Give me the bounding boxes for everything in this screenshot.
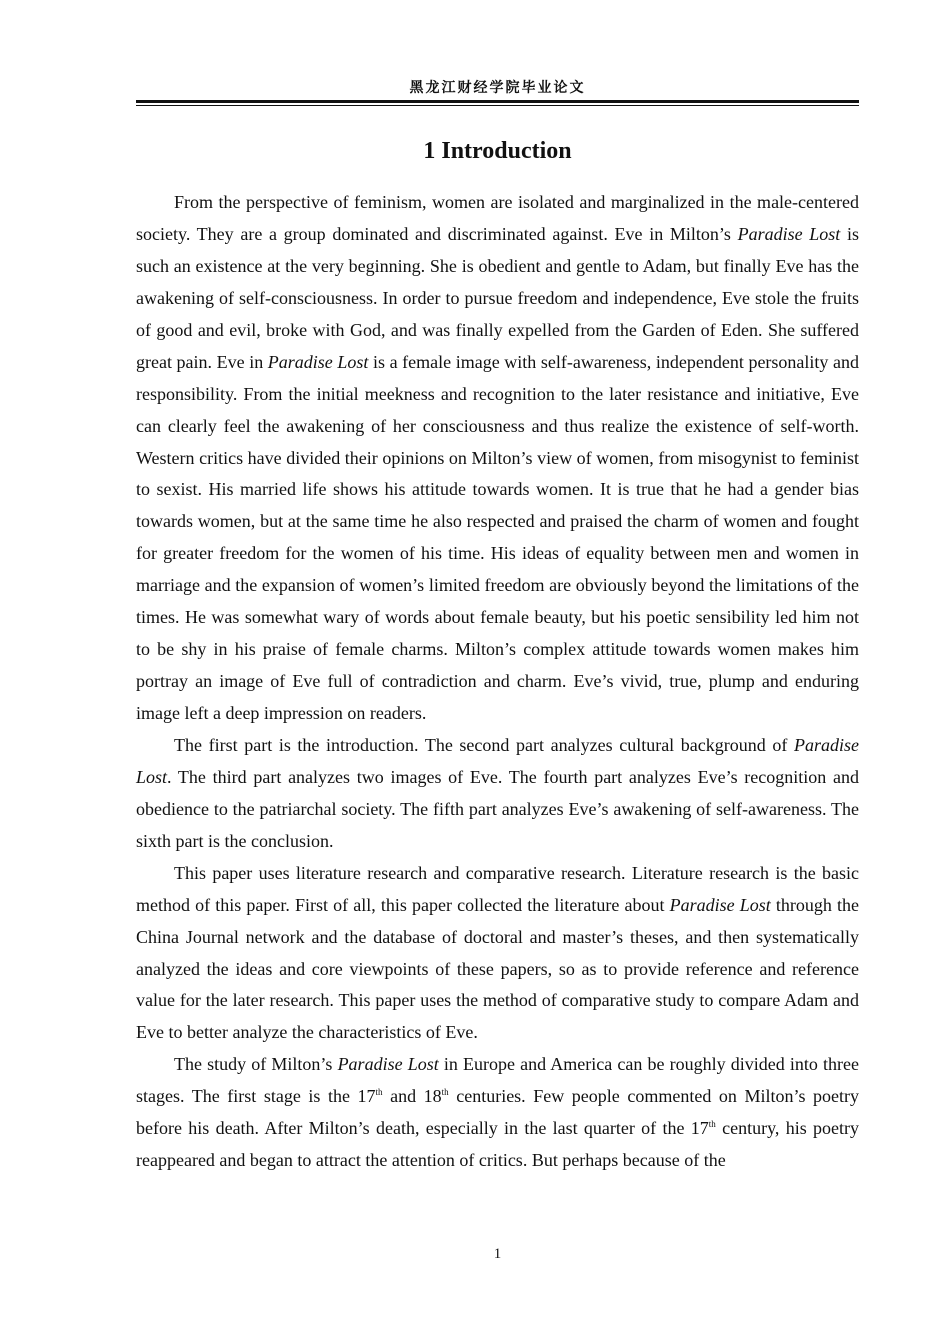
- paragraph-3: [136, 858, 859, 1050]
- text-run: This paper uses literature research and comparative research. Literature research is the basic method of this paper. First of all, this paper collected the literature about: [136, 862, 859, 915]
- running-header: 黑龙江财经学院毕业论文: [409, 80, 586, 96]
- text-run: is such an existence at the very beginning. She is obedient and gentle to Adam, but finally Eve has the awakening of self-consciousness. In order to pursue freedom and independence, Eve stole the fruits of good and evil, broke with God, and was finally expelled from the Garden of Eden. She suffered great pain. Eve in: [136, 223, 860, 372]
- text-run: centuries. Few people commented on Milton’s poetry before his death. After Milton’s death, especially in the last quarter of the 17: [136, 1086, 860, 1139]
- text-run: is a female image with self-awareness, independent personality and responsibility. From the initial meekness and recognition to the later resistance and initiative, Eve can clearly feel the awakening of her consciousness and thus realize the existence of self-worth. Western critics have divided their opinions on Milton’s view of women, from misogynist to feminist to sexist. His married life shows his attitude towards women. It is true that he had a gender bias towards women, but at the same time he also respected and praised the charm of women and fought for greater freedom for the women of his time. His ideas of equality between men and women in marriage and the expansion of women’s limited freedom are obviously beyond the limitations of the times. He was somewhat wary of words about female beauty, but his poetic sensibility led him not to be shy in his praise of female charms. Milton’s complex attitude towards women makes him portray an image of Eve full of contradiction and charm. Eve’s vivid, true, plump and enduring image left a deep impression on readers.: [136, 351, 860, 723]
- book-title: Paradise Lost: [737, 223, 841, 244]
- text-run: in Europe and America can be roughly divided into three stages. The first stage is the 17: [136, 1054, 859, 1107]
- text-run: The first part is the introduction. The second part analyzes cultural background of: [174, 734, 794, 755]
- body-text: [136, 187, 859, 1177]
- ordinal-superscript: th: [375, 1087, 383, 1098]
- text-run: and 18: [382, 1086, 442, 1107]
- header-rule-thick: [136, 100, 859, 103]
- paragraph-4: [136, 1049, 859, 1177]
- text-run: century, his poetry reappeared and began to attract the attention of critics. But perhaps because of the: [136, 1118, 859, 1171]
- book-title: Paradise Lost: [337, 1054, 439, 1075]
- book-title: Paradise Lost: [669, 894, 771, 915]
- ordinal-superscript: th: [441, 1087, 449, 1098]
- book-title: Paradise Lost: [136, 734, 859, 787]
- ordinal-superscript: th: [708, 1119, 716, 1130]
- text-run: through the China Journal network and the database of doctoral and master’s theses, and then systematically analyzed the ideas and core viewpoints of these papers, so as to provide reference and reference value for the later research. This paper uses the method of comparative study to compare Adam and Eve to better analyze the characteristics of Eve.: [136, 894, 859, 1043]
- book-title: Paradise Lost: [267, 351, 369, 372]
- paragraph-2: [136, 730, 859, 858]
- section-title: 1 Introduction: [423, 138, 572, 164]
- text-run: From the perspective of feminism, women are isolated and marginalized in the male-centered society. They are a group dominated and discriminated against. Eve in Milton’s: [136, 192, 859, 244]
- header-rule-thin: [136, 105, 859, 106]
- paragraph-1: [136, 187, 859, 730]
- text-run: . The third part analyzes two images of Eve. The fourth part analyzes Eve’s recognition and obedience to the patriarchal society. The fifth part analyzes Eve’s awakening of self-awareness. The sixth part is the conclusion.: [136, 766, 859, 851]
- page-number: 1: [493, 1246, 502, 1262]
- text-run: The study of Milton’s: [174, 1054, 338, 1075]
